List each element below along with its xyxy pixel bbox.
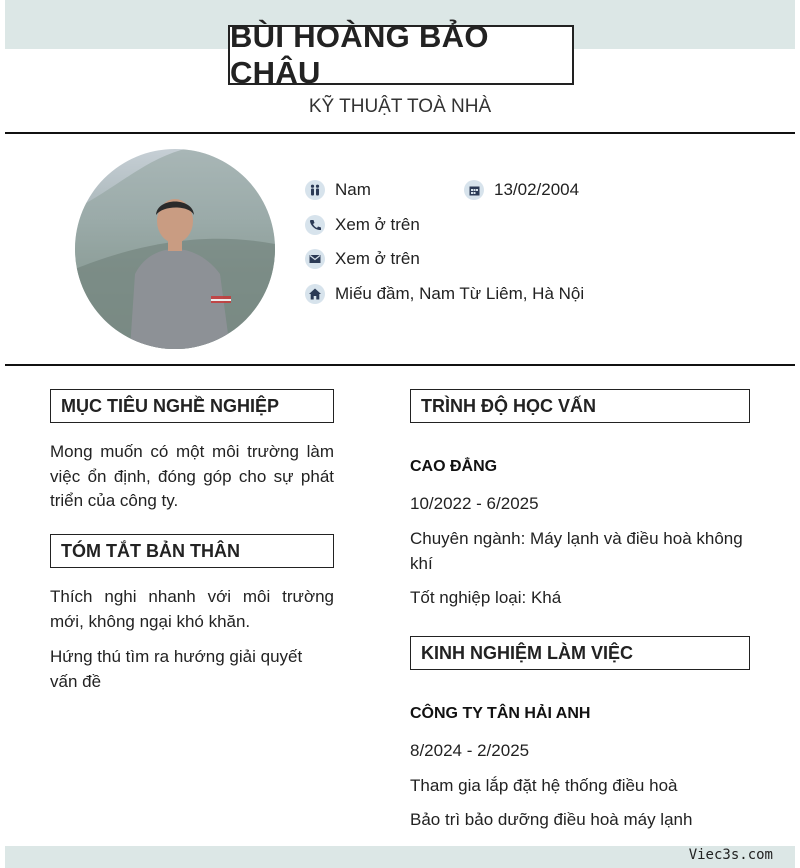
birthday-value: 13/02/2004 (494, 180, 580, 199)
objective-heading: MỤC TIÊU NGHỀ NGHIỆP (50, 389, 334, 423)
summary-line-2: Hứng thú tìm ra hướng giải quyết vấn đề (50, 647, 303, 691)
education-major: Chuyên ngành: Máy lạnh và điều hoà không khí (410, 529, 743, 573)
experience-heading: KINH NGHIỆM LÀM VIỆC (410, 636, 750, 670)
job-title: KỸ THUẬT TOÀ NHÀ (308, 96, 492, 117)
email-row (305, 249, 420, 269)
experience-company: CÔNG TY TÂN HẢI ANH (410, 705, 591, 722)
summary-heading: TÓM TẮT BẢN THÂN (50, 534, 334, 568)
address-row (305, 284, 584, 304)
education-heading: TRÌNH ĐỘ HỌC VẤN (410, 389, 750, 423)
gender-icon (305, 180, 325, 200)
address-value: Miếu đầm, Nam Từ Liêm, Hà Nội (335, 284, 585, 303)
phone-value: Xem ở trên (335, 215, 420, 234)
watermark: Viec3s.com (688, 847, 773, 863)
experience-period: 8/2024 - 2/2025 (410, 741, 530, 760)
profile-photo (75, 149, 275, 349)
email-icon (305, 249, 325, 269)
experience-task-1: Tham gia lắp đặt hệ thống điều hoà (410, 776, 678, 795)
footer-band (5, 846, 795, 868)
birthday-row (464, 180, 579, 200)
experience-task-2: Bảo trì bảo dưỡng điều hoà máy lạnh (410, 810, 693, 829)
phone-row (305, 215, 420, 235)
objective-text: Mong muốn có một môi trường làm việc ổn định, đóng góp cho sự phát triển của công ty. (50, 442, 334, 510)
education-period: 10/2022 - 6/2025 (410, 494, 539, 513)
divider-top (5, 132, 795, 134)
gender-value: Nam (335, 180, 371, 199)
calendar-icon (464, 180, 484, 200)
avatar (75, 149, 275, 349)
education-school: CAO ĐẲNG (410, 458, 498, 475)
email-value: Xem ở trên (335, 249, 420, 268)
gender-row (305, 180, 371, 200)
home-icon (305, 284, 325, 304)
education-grade: Tốt nghiệp loại: Khá (410, 588, 562, 607)
candidate-name: BÙI HOÀNG BẢO CHÂU (228, 25, 574, 85)
phone-icon (305, 215, 325, 235)
summary-line-1: Thích nghi nhanh với môi trường mới, không ngại khó khăn. (50, 587, 334, 631)
divider-middle (5, 364, 795, 366)
